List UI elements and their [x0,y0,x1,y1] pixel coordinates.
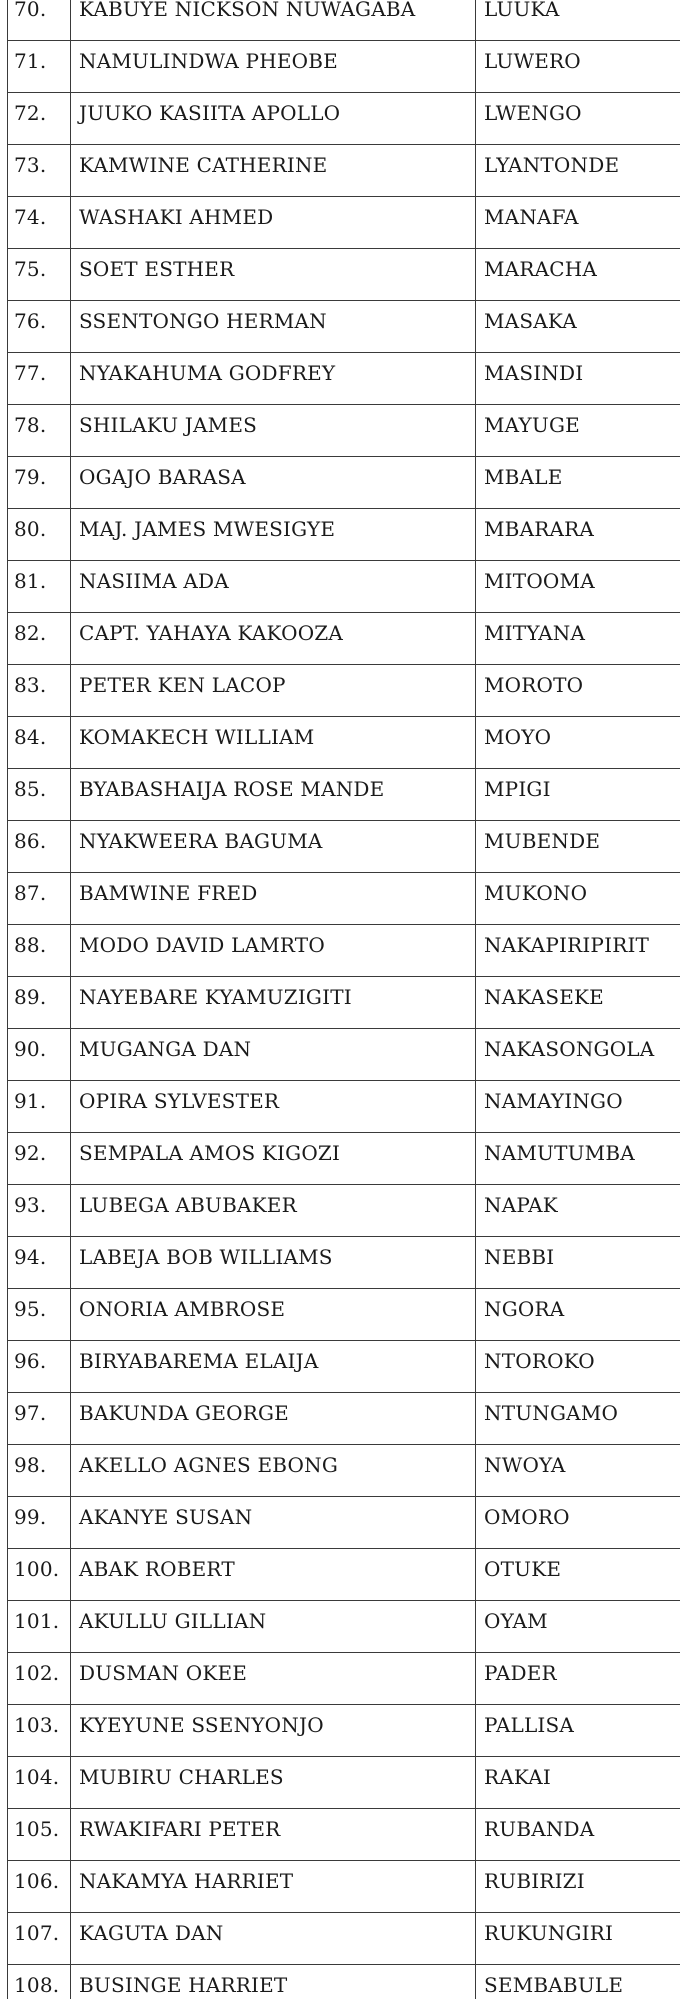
district-text: OYAM [484,1609,548,1633]
district-text: LUUKA [484,0,560,21]
district-text: NAMUTUMBA [484,1141,635,1165]
name-cell [71,1601,476,1653]
name-cell [71,1913,476,1965]
table-row [8,249,680,301]
name-cell [71,977,476,1029]
district-cell [476,1081,680,1133]
name-text: SHILAKU JAMES [79,413,258,437]
roster-table [7,0,680,1999]
name-text: MUBIRU CHARLES [79,1765,284,1789]
district-text: NTOROKO [484,1349,595,1373]
row-number-text: 106. [14,1869,60,1893]
name-text: KABUYE NICKSON NUWAGABA [79,0,416,21]
table-row [8,509,680,561]
district-text: RUKUNGIRI [484,1921,614,1945]
name-text: ABAK ROBERT [79,1557,235,1581]
district-cell [476,977,680,1029]
name-cell [71,769,476,821]
name-cell [71,353,476,405]
district-text: PADER [484,1661,557,1685]
row-number-cell [8,1601,71,1653]
district-text: NEBBI [484,1245,555,1269]
district-cell [476,1497,680,1549]
district-text: NAKAPIRIPIRIT [484,933,650,957]
name-cell [71,1341,476,1393]
row-number-cell [8,925,71,977]
district-cell [476,769,680,821]
name-cell [71,1549,476,1601]
district-cell [476,1757,680,1809]
district-cell [476,353,680,405]
name-text: KOMAKECH WILLIAM [79,725,315,749]
row-number-cell [8,197,71,249]
row-number-text: 103. [14,1713,60,1737]
row-number-cell [8,1861,71,1913]
table-row [8,873,680,925]
district-text: NTUNGAMO [484,1401,619,1425]
row-number-cell [8,1757,71,1809]
name-text: WASHAKI AHMED [79,205,274,229]
roster-table-body [8,0,680,1999]
name-cell [71,145,476,197]
name-cell [71,821,476,873]
district-cell [476,1393,680,1445]
district-text: NAMAYINGO [484,1089,623,1113]
district-text: NAPAK [484,1193,558,1217]
name-text: MODO DAVID LAMRTO [79,933,325,957]
district-text: MASAKA [484,309,577,333]
table-row [8,1445,680,1497]
table-row [8,1601,680,1653]
name-cell [71,561,476,613]
row-number-cell [8,1341,71,1393]
name-cell [71,1705,476,1757]
name-cell [71,613,476,665]
row-number-cell [8,613,71,665]
name-text: KYEYUNE SSENYONJO [79,1713,324,1737]
district-cell [476,1133,680,1185]
district-cell [476,1029,680,1081]
name-text: MUGANGA DAN [79,1037,252,1061]
name-text: NAKAMYA HARRIET [79,1869,294,1893]
table-row [8,145,680,197]
row-number-text: 77. [14,361,47,385]
name-cell [71,717,476,769]
name-text: OPIRA SYLVESTER [79,1089,280,1113]
name-text: CAPT. YAHAYA KAKOOZA [79,621,344,645]
name-cell [71,41,476,93]
district-text: NWOYA [484,1453,566,1477]
row-number-cell [8,1913,71,1965]
row-number-text: 94. [14,1245,47,1269]
district-cell [476,665,680,717]
row-number-cell [8,821,71,873]
row-number-cell [8,1393,71,1445]
row-number-cell [8,1081,71,1133]
district-text: SEMBABULE [484,1973,624,1997]
table-row [8,1809,680,1861]
row-number-cell [8,41,71,93]
name-text: RWAKIFARI PETER [79,1817,281,1841]
name-text: MAJ. JAMES MWESIGYE [79,517,336,541]
row-number-cell [8,457,71,509]
row-number-text: 108. [14,1973,60,1997]
name-text: SEMPALA AMOS KIGOZI [79,1141,341,1165]
name-text: AKELLO AGNES EBONG [79,1453,339,1477]
district-cell [476,41,680,93]
table-row [8,1549,680,1601]
district-cell [476,1549,680,1601]
row-number-text: 88. [14,933,47,957]
row-number-text: 107. [14,1921,60,1945]
row-number-cell [8,1133,71,1185]
name-text: KAGUTA DAN [79,1921,224,1945]
district-text: OMORO [484,1505,570,1529]
table-row [8,41,680,93]
district-cell [476,249,680,301]
row-number-cell [8,1289,71,1341]
district-text: OTUKE [484,1557,562,1581]
row-number-text: 95. [14,1297,47,1321]
row-number-text: 100. [14,1557,60,1581]
table-row [8,0,680,41]
district-text: RUBIRIZI [484,1869,585,1893]
district-cell [476,1653,680,1705]
name-text: SSENTONGO HERMAN [79,309,327,333]
name-cell [71,301,476,353]
row-number-cell [8,1653,71,1705]
name-text: NAMULINDWA PHEOBE [79,49,338,73]
name-cell [71,249,476,301]
table-row [8,1237,680,1289]
table-row [8,821,680,873]
row-number-text: 83. [14,673,47,697]
district-text: LYANTONDE [484,153,620,177]
row-number-text: 80. [14,517,47,541]
row-number-text: 72. [14,101,47,125]
row-number-text: 96. [14,1349,47,1373]
district-text: MUKONO [484,881,588,905]
name-cell [71,405,476,457]
row-number-text: 78. [14,413,47,437]
name-cell [71,1237,476,1289]
district-text: MITOOMA [484,569,595,593]
row-number-cell [8,1029,71,1081]
name-text: BAMWINE FRED [79,881,258,905]
district-text: MBARARA [484,517,595,541]
district-cell [476,457,680,509]
district-cell [476,93,680,145]
row-number-text: 89. [14,985,47,1009]
name-cell [71,1445,476,1497]
table-row [8,1913,680,1965]
district-text: MARACHA [484,257,598,281]
district-text: MASINDI [484,361,584,385]
district-cell [476,561,680,613]
name-cell [71,1653,476,1705]
row-number-text: 90. [14,1037,47,1061]
name-cell [71,0,476,41]
row-number-cell [8,769,71,821]
name-text: DUSMAN OKEE [79,1661,248,1685]
district-cell [476,145,680,197]
name-text: AKULLU GILLIAN [79,1609,267,1633]
row-number-cell [8,1965,71,1999]
district-cell [476,301,680,353]
district-text: MANAFA [484,205,579,229]
district-cell [476,0,680,41]
row-number-text: 75. [14,257,47,281]
row-number-cell [8,145,71,197]
row-number-cell [8,509,71,561]
district-cell [476,509,680,561]
name-cell [71,665,476,717]
row-number-text: 98. [14,1453,47,1477]
row-number-cell [8,977,71,1029]
table-row [8,561,680,613]
name-text: BAKUNDA GEORGE [79,1401,289,1425]
district-cell [476,1705,680,1757]
name-cell [71,1757,476,1809]
name-text: BUSINGE HARRIET [79,1973,288,1997]
district-text: MUBENDE [484,829,601,853]
name-cell [71,1081,476,1133]
district-cell [476,821,680,873]
name-cell [71,1289,476,1341]
row-number-cell [8,93,71,145]
district-text: MOYO [484,725,552,749]
district-text: MOROTO [484,673,584,697]
district-cell [476,197,680,249]
district-cell [476,1341,680,1393]
name-cell [71,197,476,249]
row-number-cell [8,561,71,613]
row-number-cell [8,873,71,925]
row-number-cell [8,1809,71,1861]
row-number-cell [8,1445,71,1497]
row-number-text: 101. [14,1609,60,1633]
row-number-text: 87. [14,881,47,905]
name-text: JUUKO KASIITA APOLLO [79,101,341,125]
table-row [8,405,680,457]
row-number-text: 99. [14,1505,47,1529]
row-number-text: 76. [14,309,47,333]
district-cell [476,613,680,665]
name-cell [71,1029,476,1081]
district-cell [476,1237,680,1289]
district-cell [476,1913,680,1965]
row-number-text: 104. [14,1765,60,1789]
row-number-text: 105. [14,1817,60,1841]
row-number-text: 82. [14,621,47,645]
row-number-cell [8,1185,71,1237]
table-row [8,769,680,821]
row-number-cell [8,1549,71,1601]
district-cell [476,1289,680,1341]
name-text: LABEJA BOB WILLIAMS [79,1245,333,1269]
district-cell [476,873,680,925]
row-number-cell [8,301,71,353]
table-row [8,925,680,977]
name-cell [71,509,476,561]
row-number-text: 74. [14,205,47,229]
table-row [8,1133,680,1185]
district-text: MPIGI [484,777,551,801]
table-row [8,197,680,249]
district-cell [476,1861,680,1913]
district-cell [476,1601,680,1653]
district-text: NAKASEKE [484,985,604,1009]
name-cell [71,1497,476,1549]
name-text: NAYEBARE KYAMUZIGITI [79,985,352,1009]
name-text: ONORIA AMBROSE [79,1297,286,1321]
district-text: PALLISA [484,1713,575,1737]
name-cell [71,925,476,977]
table-row [8,93,680,145]
district-cell [476,1185,680,1237]
table-row [8,613,680,665]
district-cell [476,405,680,457]
name-cell [71,457,476,509]
row-number-text: 70. [14,0,47,21]
name-text: NYAKAHUMA GODFREY [79,361,336,385]
district-cell [476,1445,680,1497]
table-row [8,977,680,1029]
name-cell [71,1809,476,1861]
district-cell [476,717,680,769]
row-number-text: 73. [14,153,47,177]
row-number-text: 79. [14,465,47,489]
name-cell [71,1133,476,1185]
row-number-text: 71. [14,49,47,73]
name-text: SOET ESTHER [79,257,235,281]
table-row [8,1393,680,1445]
district-text: NAKASONGOLA [484,1037,655,1061]
name-cell [71,93,476,145]
row-number-text: 97. [14,1401,47,1425]
table-row [8,1029,680,1081]
district-text: RUBANDA [484,1817,595,1841]
district-text: LWENGO [484,101,582,125]
district-text: MAYUGE [484,413,580,437]
name-text: PETER KEN LACOP [79,673,286,697]
row-number-cell [8,1237,71,1289]
table-row [8,1861,680,1913]
row-number-text: 92. [14,1141,47,1165]
row-number-text: 91. [14,1089,47,1113]
row-number-text: 93. [14,1193,47,1217]
table-row [8,717,680,769]
name-text: NASIIMA ADA [79,569,229,593]
table-row [8,457,680,509]
row-number-cell [8,1497,71,1549]
name-text: NYAKWEERA BAGUMA [79,829,323,853]
table-row [8,301,680,353]
name-cell [71,1861,476,1913]
row-number-cell [8,249,71,301]
district-text: LUWERO [484,49,581,73]
district-cell [476,925,680,977]
name-cell [71,1185,476,1237]
table-row [8,1185,680,1237]
name-text: BYABASHAIJA ROSE MANDE [79,777,385,801]
table-row [8,1081,680,1133]
name-text: LUBEGA ABUBAKER [79,1193,297,1217]
district-cell [476,1965,680,1999]
name-cell [71,1965,476,1999]
row-number-cell [8,0,71,41]
row-number-text: 102. [14,1661,60,1685]
name-cell [71,1393,476,1445]
table-row [8,1965,680,1999]
name-cell [71,873,476,925]
row-number-cell [8,1705,71,1757]
row-number-cell [8,717,71,769]
row-number-text: 84. [14,725,47,749]
table-row [8,665,680,717]
table-row [8,1653,680,1705]
district-text: NGORA [484,1297,565,1321]
name-text: OGAJO BARASA [79,465,246,489]
row-number-cell [8,405,71,457]
district-cell [476,1809,680,1861]
row-number-cell [8,665,71,717]
row-number-cell [8,353,71,405]
district-text: MITYANA [484,621,586,645]
district-text: MBALE [484,465,563,489]
district-text: RAKAI [484,1765,551,1789]
name-text: AKANYE SUSAN [79,1505,253,1529]
table-row [8,353,680,405]
table-row [8,1757,680,1809]
table-row [8,1497,680,1549]
table-row [8,1341,680,1393]
row-number-text: 81. [14,569,47,593]
name-text: KAMWINE CATHERINE [79,153,328,177]
table-row [8,1705,680,1757]
table-row [8,1289,680,1341]
row-number-text: 85. [14,777,47,801]
name-text: BIRYABAREMA ELAIJA [79,1349,319,1373]
row-number-text: 86. [14,829,47,853]
